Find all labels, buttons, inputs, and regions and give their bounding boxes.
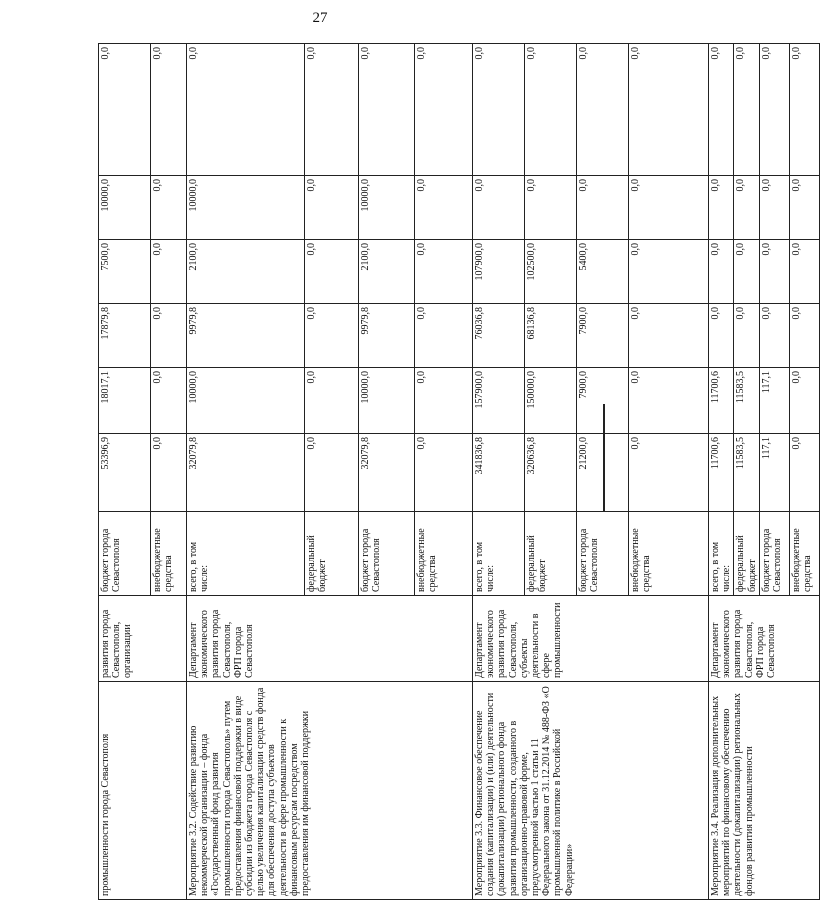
table-row — [99, 44, 151, 900]
measure-name: Мероприятие 3.2. Содействие развитию некоммерческой организации – фонда «Государственный фонд развития промышленности города Севастополь» путем предоставления финансовой поддержки в виде субсидии из бюджета города Севастополя с целью увеличения капитализации средств фонда для обеспечения доступа субъектов деятельности в сфере промышленности к финансовым ресурсам посредством предоставления им финансовой поддержки — [187, 682, 473, 900]
value-cell: 0,0 — [759, 240, 789, 304]
value-cell: 0,0 — [734, 304, 759, 368]
value-cell: 0,0 — [151, 304, 187, 368]
value-cell: 0,0 — [525, 176, 577, 240]
measure-name: Мероприятие 3.4. Реализация дополнительных мероприятий по финансовому обеспечению деятельности (докапитализации) региональных фондов развития промышленности — [709, 682, 820, 900]
value-cell: 0,0 — [359, 44, 415, 176]
value-cell: 0,0 — [759, 304, 789, 368]
rotated-table-wrapper — [98, 44, 813, 900]
budget-table — [98, 43, 820, 900]
value-cell: 10000,0 — [99, 176, 151, 240]
value-cell: 0,0 — [709, 304, 734, 368]
value-cell: 0,0 — [305, 240, 359, 304]
funding-source: федеральный бюджет — [305, 512, 359, 596]
funding-source: бюджет города Севастополя — [577, 512, 629, 596]
value-cell: 0,0 — [473, 176, 525, 240]
value-cell: 10000,0 — [359, 176, 415, 240]
funding-source: внебюджетные средства — [415, 512, 473, 596]
value-cell: 76036,8 — [473, 304, 525, 368]
value-cell: 2100,0 — [359, 240, 415, 304]
value-cell: 32079,8 — [359, 434, 415, 512]
value-cell: 0,0 — [415, 176, 473, 240]
table-row — [187, 44, 305, 900]
value-cell: 53396,9 — [99, 434, 151, 512]
value-cell: 0,0 — [734, 240, 759, 304]
value-cell: 5400,0 — [577, 240, 629, 304]
value-cell: 0,0 — [415, 304, 473, 368]
value-cell: 0,0 — [415, 44, 473, 176]
measure-name: промышленности города Севастополя — [99, 682, 187, 900]
value-cell: 0,0 — [629, 240, 709, 304]
value-cell: 0,0 — [305, 368, 359, 434]
value-cell: 0,0 — [151, 44, 187, 176]
value-cell: 0,0 — [629, 304, 709, 368]
value-cell: 0,0 — [629, 44, 709, 176]
value-cell: 0,0 — [99, 44, 151, 176]
value-cell: 0,0 — [709, 240, 734, 304]
value-cell: 320636,8 — [525, 434, 577, 512]
value-cell: 0,0 — [789, 304, 819, 368]
value-cell: 0,0 — [789, 176, 819, 240]
value-cell: 0,0 — [151, 368, 187, 434]
value-cell: 11700,6 — [709, 368, 734, 434]
page-number: 27 — [312, 10, 328, 26]
responsible-executor: Департамент экономического развития города Севастополя, ФРП города Севастополя — [709, 596, 820, 682]
funding-source: бюджет города Севастополя — [759, 512, 789, 596]
table-row — [473, 44, 525, 900]
value-cell: 0,0 — [789, 434, 819, 512]
value-cell: 0,0 — [709, 44, 734, 176]
measure-name: Мероприятие 3.3. Финансовое обеспечение создания (капитализации) и (или) деятельности (докапитализации) регионального фонда развития промышленности, созданного в организационно-правовой форме, предусмотренной частью 1 статьи 11 Федерального закона от 31.12.2014 № 488-ФЗ «О промышленной политике в Российской Федерации» — [473, 682, 709, 900]
value-cell: 117,1 — [759, 368, 789, 434]
value-cell: 0,0 — [789, 368, 819, 434]
value-cell: 0,0 — [734, 176, 759, 240]
value-cell: 0,0 — [577, 176, 629, 240]
value-cell: 0,0 — [305, 44, 359, 176]
value-cell: 0,0 — [187, 44, 305, 176]
value-cell: 7900,0 — [577, 304, 629, 368]
value-cell: 17879,8 — [99, 304, 151, 368]
value-cell: 10000,0 — [359, 368, 415, 434]
funding-source: всего, в том числе: — [473, 512, 525, 596]
value-cell: 0,0 — [473, 44, 525, 176]
value-cell: 341836,8 — [473, 434, 525, 512]
value-cell: 157900,0 — [473, 368, 525, 434]
value-cell: 11583,5 — [734, 434, 759, 512]
funding-source: федеральный бюджет — [734, 512, 759, 596]
value-cell: 18017,1 — [99, 368, 151, 434]
value-cell: 10000,0 — [187, 368, 305, 434]
value-cell: 0,0 — [789, 240, 819, 304]
funding-source: внебюджетные средства — [789, 512, 819, 596]
value-cell: 107900,0 — [473, 240, 525, 304]
value-cell: 0,0 — [629, 368, 709, 434]
value-cell: 11700,6 — [709, 434, 734, 512]
value-cell: 11583,5 — [734, 368, 759, 434]
value-cell: 0,0 — [415, 368, 473, 434]
value-cell: 21200,0 — [577, 434, 629, 512]
value-cell: 0,0 — [629, 176, 709, 240]
value-cell: 0,0 — [415, 240, 473, 304]
value-cell: 150000,0 — [525, 368, 577, 434]
value-cell: 0,0 — [525, 44, 577, 176]
value-cell: 0,0 — [151, 434, 187, 512]
value-cell: 0,0 — [415, 434, 473, 512]
value-cell: 68136,8 — [525, 304, 577, 368]
value-cell: 7500,0 — [99, 240, 151, 304]
value-cell: 0,0 — [305, 176, 359, 240]
value-cell: 0,0 — [151, 176, 187, 240]
value-cell: 0,0 — [759, 44, 789, 176]
value-cell: 0,0 — [734, 44, 759, 176]
responsible-executor: развития города Севастополя, организации — [99, 596, 187, 682]
value-cell: 7900,0 — [577, 368, 629, 434]
value-cell: 32079,8 — [187, 434, 305, 512]
value-cell: 102500,0 — [525, 240, 577, 304]
margin-rule — [603, 404, 605, 512]
value-cell: 0,0 — [789, 44, 819, 176]
responsible-executor: Департамент экономического развития города Севастополя, субъекты деятельности в сфере промышленности — [473, 596, 709, 682]
value-cell: 0,0 — [305, 304, 359, 368]
value-cell: 117,1 — [759, 434, 789, 512]
funding-source: бюджет города Севастополя — [359, 512, 415, 596]
value-cell: 0,0 — [305, 434, 359, 512]
value-cell: 9979,8 — [359, 304, 415, 368]
value-cell: 0,0 — [629, 434, 709, 512]
funding-source: внебюджетные средства — [151, 512, 187, 596]
value-cell: 0,0 — [759, 176, 789, 240]
funding-source: всего, в том числе: — [187, 512, 305, 596]
funding-source: бюджет города Севастополя — [99, 512, 151, 596]
funding-source: федеральный бюджет — [525, 512, 577, 596]
funding-source: внебюджетные средства — [629, 512, 709, 596]
value-cell: 0,0 — [151, 240, 187, 304]
value-cell: 0,0 — [709, 176, 734, 240]
value-cell: 9979,8 — [187, 304, 305, 368]
table-row — [709, 44, 734, 900]
value-cell: 2100,0 — [187, 240, 305, 304]
value-cell: 0,0 — [577, 44, 629, 176]
value-cell: 10000,0 — [187, 176, 305, 240]
responsible-executor: Департамент экономического развития города Севастополя, ФРП города Севастополя — [187, 596, 473, 682]
funding-source: всего, в том числе: — [709, 512, 734, 596]
